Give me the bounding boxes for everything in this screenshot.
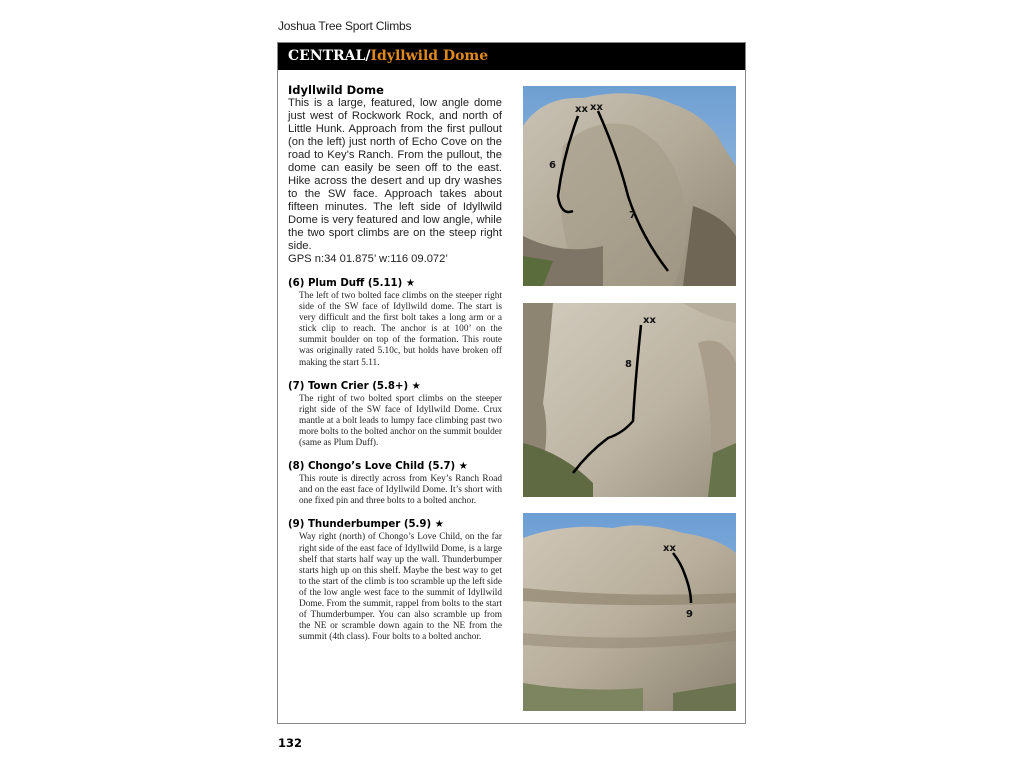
banner-region: CENTRAL/: [288, 48, 371, 64]
route-description: This route is directly across from Key’s Ranch Road and on the east face of Idyllwild Dome. It’s short with one fixed pin and three bolts to a bolted anchor.: [299, 474, 502, 507]
photo-image: [523, 86, 736, 286]
route-number-label: 7: [629, 210, 636, 221]
route-title: (9) Thunderbumper (5.9) ★: [288, 519, 444, 531]
anchor-label: xx: [590, 102, 603, 113]
anchor-label: xx: [663, 543, 676, 554]
route-entry: [288, 277, 502, 369]
route-description: Way right (north) of Chongo’s Love Child, on the far right side of the east face of Idyllwild Dome, is a large shelf that starts half way up the wall. Thunderbumper starts high up on this shelf. Maybe the best way to get to the start of the climb is too scramble up the left side of the low angle west face to the summit of Idyllwild Dome. From the summit, rappel from bolts to the start of Thumderbumper. You can also scramble up from the NE or scramble down again to the NE from the summit (4th class). Four bolts to a bolted anchor.: [299, 532, 502, 643]
photo-image: [523, 513, 736, 711]
route-photo-thunderbumper: [523, 513, 736, 711]
running-head: Joshua Tree Sport Climbs: [278, 19, 412, 33]
route-entry: [288, 460, 502, 507]
route-photo-chongos-love-child: [523, 303, 736, 497]
banner-area: Idyllwild Dome: [370, 48, 489, 64]
anchor-label: xx: [575, 104, 588, 115]
section-banner: [278, 43, 745, 70]
route-entry: [288, 380, 502, 449]
intro-text: This is a large, featured, low angle dome just west of Rockwork Rock, and north of Little Hunk. Approach from the first pullout (on the left) just north of Echo Cove on the road to Key’s Ranch. From the pullout, the dome can easily be seen off to the east. Hike across the desert and up dry washes to the SW face. Approach takes about fifteen minutes. The left side of Idyllwild Dome is very featured and low angle, while the two sport climbs are on the steep right side.: [288, 97, 502, 252]
page-number: 132: [278, 736, 303, 750]
anchor-label: xx: [643, 315, 656, 326]
route-title: (6) Plum Duff (5.11) ★: [288, 278, 415, 289]
route-description: The left of two bolted face climbs on the steeper right side of the SW face of Idyllwild dome. The start is very difficult and the first bolt takes a long arm or a stick clip to reach. The anchor is at 100’ on the summit boulder on top of the formation. This route was originally rated 5.10c, but holds have broken off making the start 5.11.: [299, 291, 502, 368]
route-title: (8) Chongo’s Love Child (5.7) ★: [288, 461, 468, 473]
route-number-label: 9: [686, 609, 693, 620]
photo-image: [523, 303, 736, 497]
gps-coordinates: GPS n:34 01.875’ w:116 09.072’: [288, 253, 448, 265]
section-title: Idyllwild Dome: [288, 83, 384, 97]
route-number-label: 6: [549, 160, 556, 171]
route-number-label: 8: [625, 359, 632, 370]
route-description: The right of two bolted sport climbs on the steeper right side of the SW face of Idyllwild Dome. Crux mantle at a bolt leads to lumpy face climbing past two more bolts to the bolted anchor on the summit boulder (same as Plum Duff).: [299, 393, 502, 449]
text-column: [288, 83, 502, 643]
route-entry: [288, 518, 502, 643]
route-photo-plum-duff-town-crier: [523, 86, 736, 286]
page-frame: [277, 42, 746, 724]
route-title: (7) Town Crier (5.8+) ★: [288, 380, 421, 392]
